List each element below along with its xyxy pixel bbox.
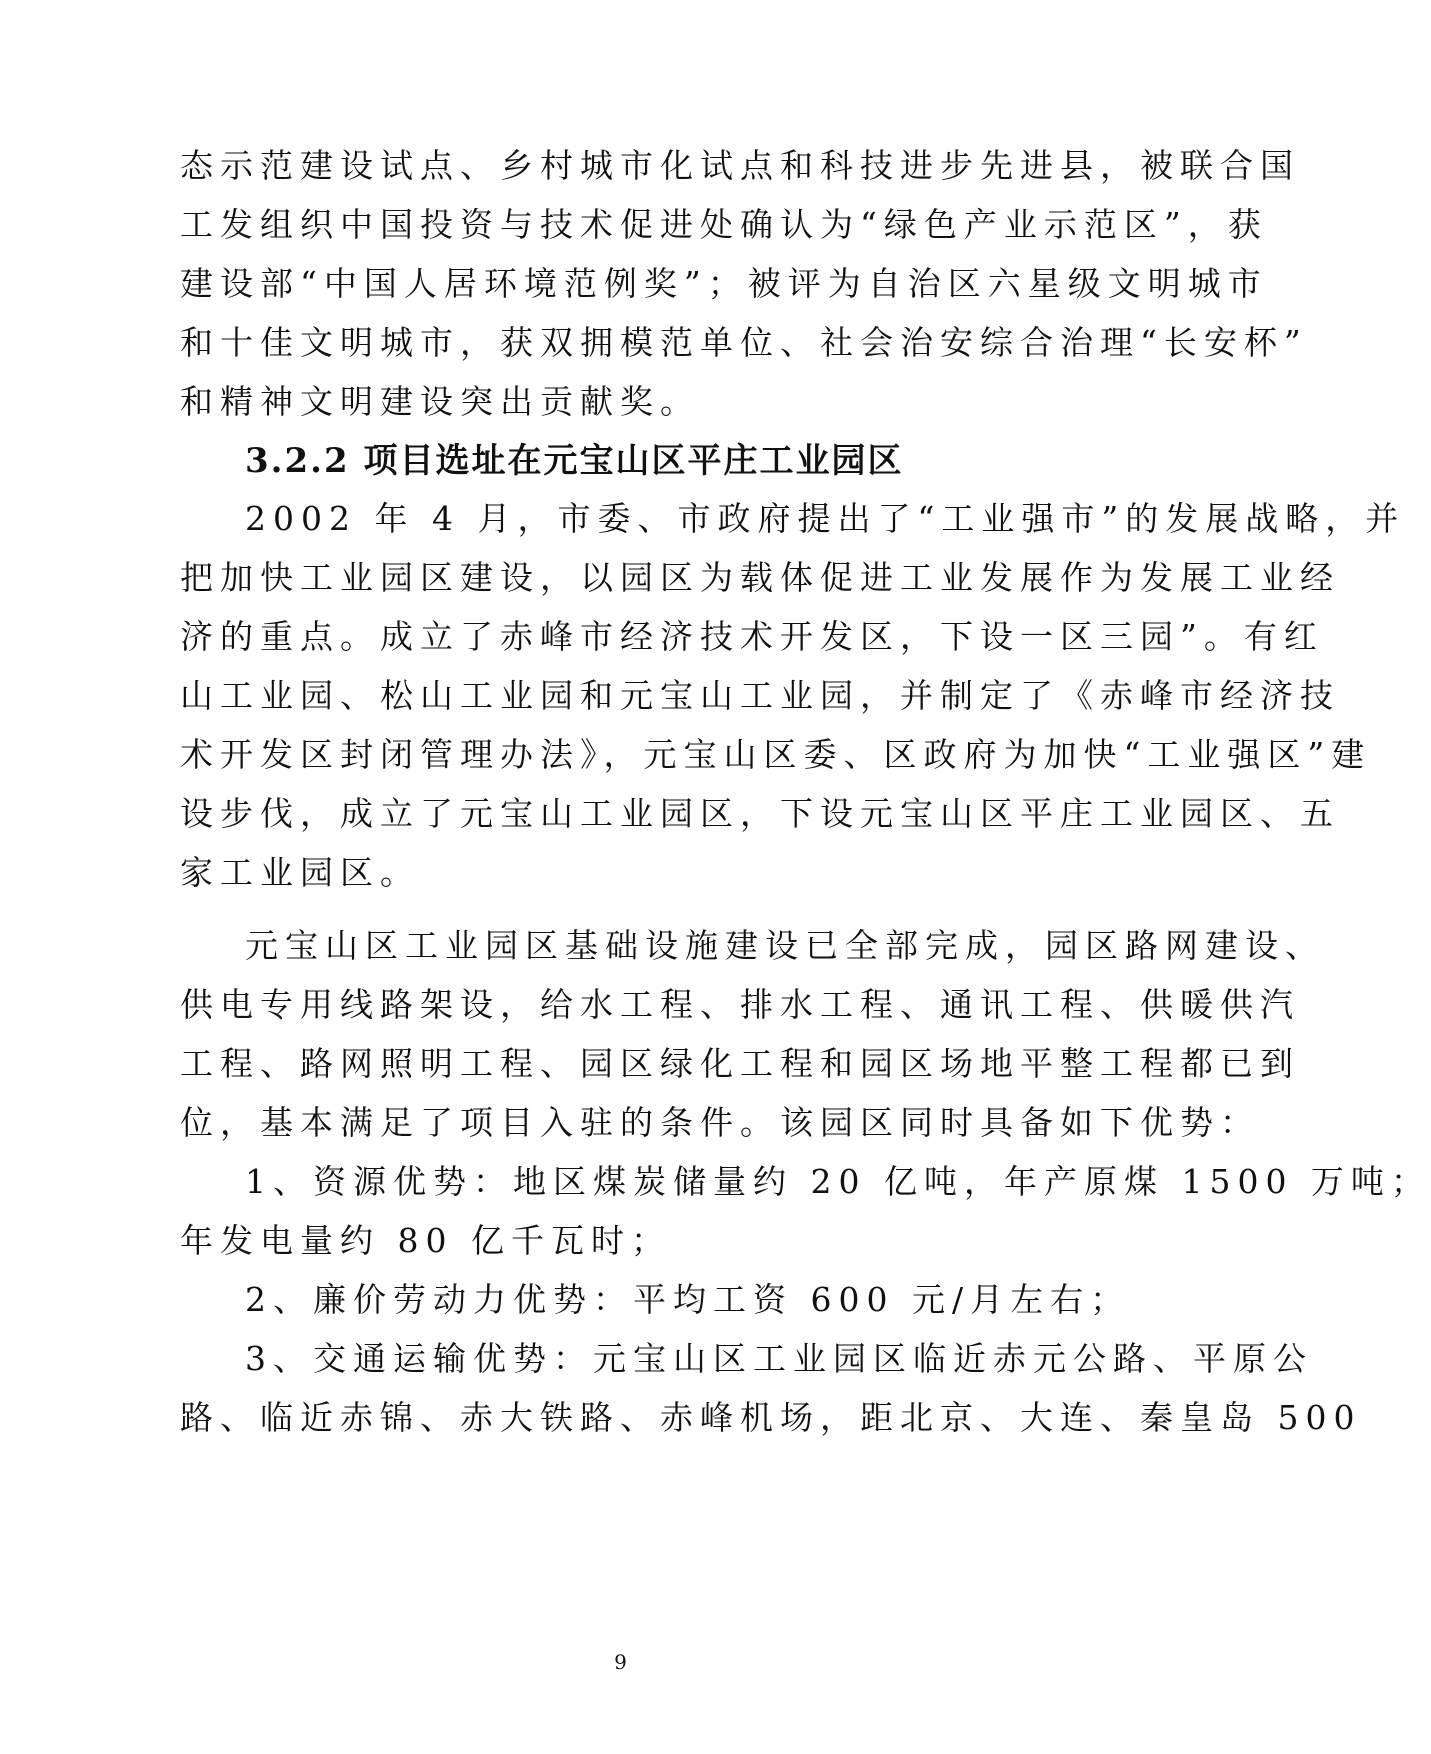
paragraph-line: 元宝山区工业园区基础设施建设已全部完成，园区路网建设、 [245,926,1325,965]
paragraph-line: 和精神文明建设突出贡献奖。 [180,382,700,421]
list-item-line: 3、交通运输优势：元宝山区工业园区临近赤元公路、平原公 [245,1339,1313,1378]
page-number: 9 [614,1650,627,1674]
paragraph-line: 工发组织中国投资与技术促进处确认为“绿色产业示范区”，获 [180,205,1268,244]
paragraph-line: 设步伐，成立了元宝山工业园区，下设元宝山区平庄工业园区、五 [180,794,1340,833]
paragraph-line: 和十佳文明城市，获双拥模范单位、社会治安综合治理“长安杯” [180,323,1308,362]
section-heading: 3.2.2 项目选址在元宝山区平庄工业园区 [245,441,904,481]
paragraph-line: 济的重点。成立了赤峰市经济技术开发区，下设一区三园”。有红 [180,617,1324,656]
paragraph-line: 2002 年 4 月，市委、市政府提出了“工业强市”的发展战略，并 [245,499,1406,538]
list-item-line: 路、临近赤锦、赤大铁路、赤峰机场，距北京、大连、秦皇岛 500 [180,1398,1362,1437]
paragraph-line: 家工业园区。 [180,853,420,892]
list-item-line: 1、资源优势：地区煤炭储量约 20 亿吨，年产原煤 1500 万吨； [245,1162,1431,1201]
paragraph-line: 工程、路网照明工程、园区绿化工程和园区场地平整工程都已到 [180,1044,1300,1083]
paragraph-line: 供电专用线路架设，给水工程、排水工程、通讯工程、供暖供汽 [180,985,1300,1024]
paragraph-line: 把加快工业园区建设，以园区为载体促进工业发展作为发展工业经 [180,558,1340,597]
paragraph-line: 建设部“中国人居环境范例奖”；被评为自治区六星级文明城市 [180,264,1268,303]
paragraph-line: 山工业园、松山工业园和元宝山工业园，并制定了《赤峰市经济技 [180,676,1340,715]
paragraph-line: 位，基本满足了项目入驻的条件。该园区同时具备如下优势： [180,1103,1260,1142]
paragraph-line: 态示范建设试点、乡村城市化试点和科技进步先进县，被联合国 [180,146,1300,185]
list-item-line: 2、廉价劳动力优势：平均工资 600 元/月左右； [245,1280,1131,1319]
list-item-line: 年发电量约 80 亿千瓦时； [180,1221,671,1260]
paragraph-line: 术开发区封闭管理办法》，元宝山区委、区政府为加快“工业强区”建 [180,735,1372,774]
